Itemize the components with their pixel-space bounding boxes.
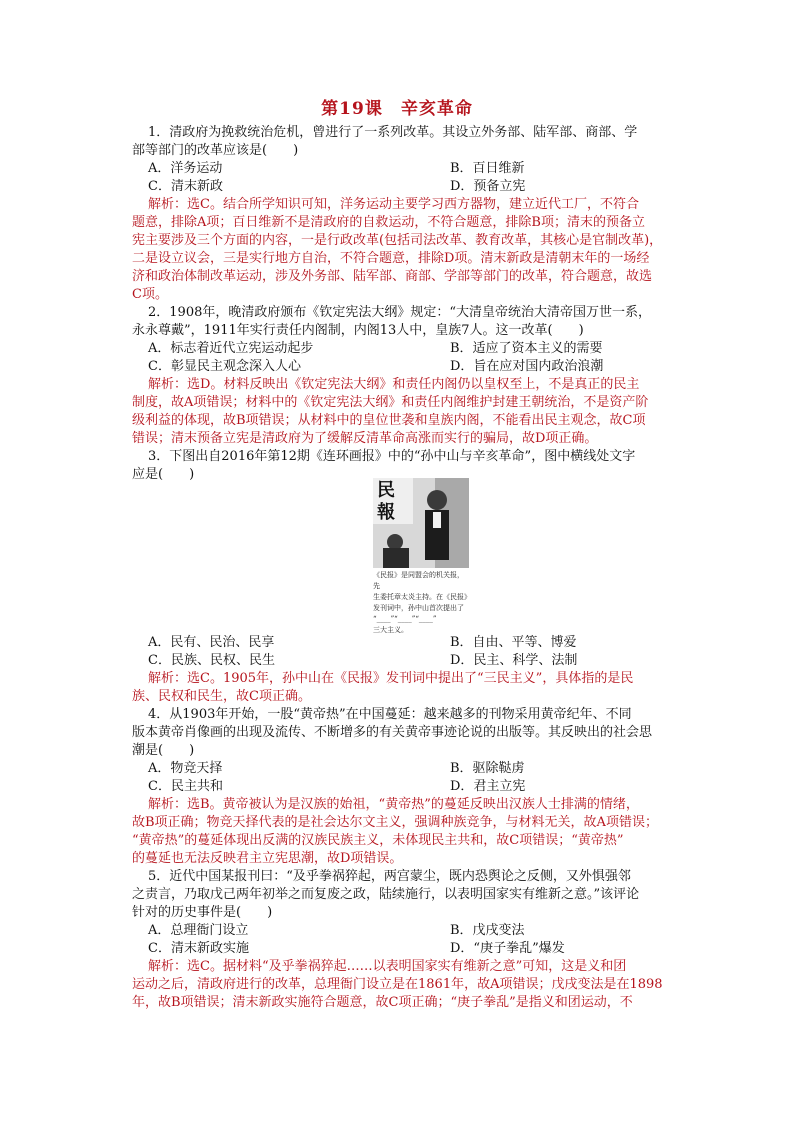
- min-bao-banner: 民報: [377, 480, 395, 523]
- q4-explanation-line-2: 故B项正确；物竞天择代表的是社会达尔文主义，强调种族竞争，与材料无关，故A项错误；: [132, 815, 658, 830]
- q5-stem-line-3: 针对的历史事件是( ): [132, 905, 273, 920]
- q4-stem-line-3: 潮是( ): [132, 743, 195, 758]
- q2-option-b: B．适应了资本主义的需要: [450, 341, 603, 356]
- q3-option-a: A．民有、民治、民享: [148, 635, 275, 650]
- q2-explanation-line-3: 级利益的体现，故B项错误；从材料中的皇位世袭和皇族内阁，不能看出民主观念，故C项: [132, 413, 646, 428]
- q5-option-c: C．清末新政实施: [148, 941, 249, 956]
- q5-option-b: B．戊戌变法: [450, 923, 525, 938]
- q5-explanation-line-2: 运动之后，清政府进行的改革，总理衙门设立是在1861年，故A项错误；戊戌变法是在1898: [132, 977, 663, 992]
- q1-option-a: A．洋务运动: [148, 161, 223, 176]
- q4-explanation-line-1: 解析：选B。黄帝被认为是汉族的始祖，“黄帝热”的蔓延反映出汉族人士排满的情绪，: [148, 797, 639, 812]
- q2-option-a: A．标志着近代立宪运动起步: [148, 341, 314, 356]
- q1-explanation-line-6: C项。: [132, 287, 168, 302]
- q3-explanation-line-1: 解析：选C。1905年，孙中山在《民报》发刊词中提出了“三民主义”，具体指的是民: [148, 671, 634, 686]
- q1-explanation-line-4: 二是设立议会，三是实行地方自治，不符合题意，排除D项。清末新政是清朝末年的一场经: [132, 251, 650, 266]
- q1-option-c: C．清末新政: [148, 179, 223, 194]
- illustration-image: [373, 478, 469, 568]
- caption-line-4: “____”“____”“____”: [373, 615, 437, 623]
- caption-line-5: 三大主义。: [373, 626, 408, 634]
- q3-option-c: C．民族、民权、民生: [148, 653, 275, 668]
- caption-line-2: 生委托章太炎主持。在《民报》: [373, 593, 471, 601]
- q3-stem-line-2: 应是( ): [132, 467, 195, 482]
- q4-stem-line-1: 4．从1903年开始，一股“黄帝热”在中国蔓延：越来越多的刊物采用黄帝纪年、不同: [148, 707, 632, 722]
- q2-explanation-line-2: 制度，故A项错误；材料中的《钦定宪法大纲》和责任内阁维护封建王朝统治，不是资产阶: [132, 395, 649, 410]
- q5-stem-line-1: 5．近代中国某报刊曰：“及乎拳祸猝起，两宫蒙尘，既内恐舆论之反侧，又外惧强邻: [148, 869, 631, 884]
- comic-illustration: [373, 478, 471, 634]
- q4-option-d: D．君主立宪: [450, 779, 526, 794]
- q1-explanation-line-2: 题意，排除A项；百日维新不是清政府的自救运动，不符合题意，排除B项；清末的预备立: [132, 215, 645, 230]
- q3-option-b: B．自由、平等、博爱: [450, 635, 577, 650]
- q4-option-c: C．民主共和: [148, 779, 223, 794]
- q3-option-d: D．民主、科学、法制: [450, 653, 578, 668]
- caption-line-1: 《民报》是同盟会的机关报，先: [373, 571, 464, 590]
- q1-explanation-line-3: 宪主要涉及三个方面的内容，一是行政改革(包括司法改革、教育改革，其核心是官制改革)，: [132, 233, 663, 248]
- q1-option-b: B．百日维新: [450, 161, 525, 176]
- q3-stem-line-1: 3．下图出自2016年第12期《连环画报》中的“孙中山与辛亥革命”，图中横线处文字: [148, 449, 636, 464]
- q1-explanation-line-5: 济和政治体制改革运动，涉及外务部、陆军部、商部、学部等部门的改革，符合题意，故选: [132, 269, 653, 284]
- q5-explanation-line-1: 解析：选C。据材料“及乎拳祸猝起……以表明国家实有维新之意”可知，这是义和团: [148, 959, 627, 974]
- q5-option-a: A．总理衙门设立: [148, 923, 249, 938]
- q2-stem-line-2: 永永尊戴”，1911年实行责任内阁制，内阁13人中，皇族7人。这一改革( ): [132, 323, 584, 338]
- q4-option-a: A．物竞天择: [148, 761, 223, 776]
- q1-explanation-line-1: 解析：选C。结合所学知识可知，洋务运动主要学习西方器物，建立近代工厂，不符合: [148, 197, 639, 212]
- q4-stem-line-2: 版本黄帝肖像画的出现及流传、不断增多的有关黄帝事迹论说的出版等。其反映出的社会思: [132, 725, 653, 740]
- q1-stem-line-1: 1．清政府为挽救统治危机，曾进行了一系列改革。其设立外务部、陆军部、商部、学: [148, 125, 638, 140]
- page-title: 第19课 辛亥革命: [321, 99, 473, 119]
- caption-line-3: 发刊词中，孙中山首次提出了: [373, 604, 464, 612]
- q1-option-d: D．预备立宪: [450, 179, 526, 194]
- q1-stem-line-2: 部等部门的改革应该是( ): [132, 143, 299, 158]
- q2-explanation-line-1: 解析：选D。材料反映出《钦定宪法大纲》和责任内阁仍以皇权至上，不是真正的民主: [148, 377, 640, 392]
- q5-explanation-line-3: 年，故B项错误；清末新政实施符合题意，故C项正确；“庚子拳乱”是指义和团运动，不: [132, 995, 633, 1010]
- q4-explanation-line-4: 的蔓延也无法反映君主立宪思潮，故D项错误。: [132, 851, 403, 866]
- q5-option-d: D．“庚子拳乱”爆发: [450, 941, 565, 956]
- q2-option-d: D．旨在应对国内政治浪潮: [450, 359, 604, 374]
- q2-explanation-line-4: 错误；清末预备立宪是清政府为了缓解反清革命高涨而实行的骗局，故D项正确。: [132, 431, 598, 446]
- q4-explanation-line-3: “黄帝热”的蔓延体现出反满的汉族民族主义，未体现民主共和，故C项错误；“黄帝热”: [132, 833, 624, 848]
- q4-option-b: B．驱除鞑虏: [450, 761, 525, 776]
- q3-explanation-line-2: 族、民权和民生，故C项正确。: [132, 689, 311, 704]
- q2-stem-line-1: 2．1908年，晚清政府颁布《钦定宪法大纲》规定：“大清皇帝统治大清帝国万世一系，: [148, 305, 652, 320]
- q5-stem-line-2: 之责言，乃取戊己两年初举之而复废之政，陆续施行，以表明国家实有维新之意。”该评论: [132, 887, 640, 902]
- q2-option-c: C．彰显民主观念深入人心: [148, 359, 301, 374]
- illustration-caption: [373, 570, 469, 636]
